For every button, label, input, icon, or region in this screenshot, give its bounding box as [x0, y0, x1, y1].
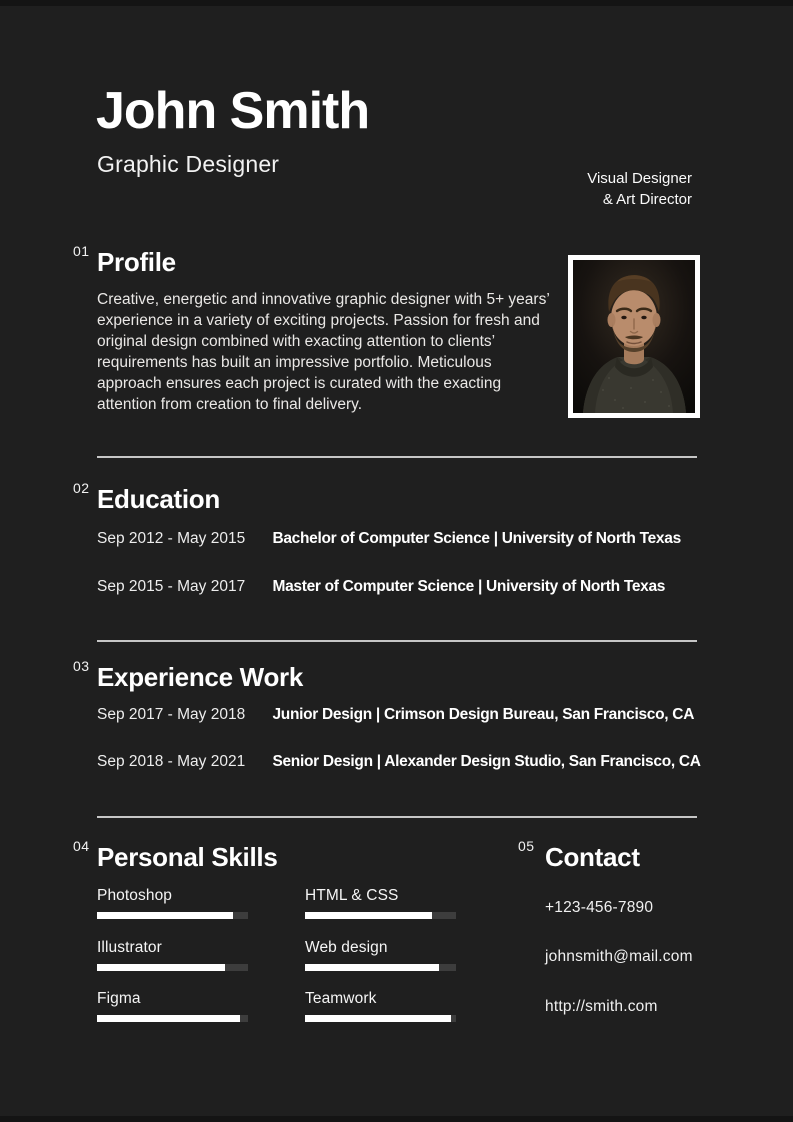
portrait-illustration [573, 260, 695, 413]
skill-bar-track [97, 964, 248, 971]
experience-section-title: Experience Work [97, 662, 304, 692]
skill-label: HTML & CSS [305, 887, 399, 904]
experience-row [97, 706, 694, 724]
education-degree: Bachelor of Computer Science | University of North Texas [272, 530, 681, 547]
experience-position: Senior Design | Alexander Design Studio, San Francisco, CA [272, 753, 701, 770]
contact-section-number: 05 [518, 838, 535, 854]
skill-label: Figma [97, 990, 141, 1007]
profile-summary: Creative, energetic and innovative graphic designer with 5+ years’ experience in a variety of exciting projects. Passion for fresh and original design combined with exacting attention to clients’ requirements has built an impressive portfolio. Meticulous approach ensures each project is curated with the exacting attention from creation to final delivery. [97, 291, 550, 413]
skill-label: Illustrator [97, 939, 162, 956]
tagline [587, 168, 692, 210]
section-divider [97, 640, 697, 642]
skill-bar-fill [305, 912, 432, 919]
skill-item [305, 990, 456, 1022]
skill-label: Photoshop [97, 887, 173, 904]
skill-label: Web design [305, 939, 388, 956]
education-row [97, 578, 665, 596]
experience-section-number: 03 [73, 658, 90, 674]
person-role: Graphic Designer [97, 151, 280, 177]
skill-item [305, 887, 456, 919]
education-dates: Sep 2012 - May 2015 [97, 530, 246, 547]
education-row [97, 530, 681, 548]
skill-label: Teamwork [305, 990, 377, 1007]
skill-item [97, 887, 248, 919]
bottom-edge-strip [0, 1116, 793, 1122]
experience-position: Junior Design | Crimson Design Bureau, San Francisco, CA [272, 706, 695, 723]
skill-bar-track [305, 964, 456, 971]
skill-item [97, 990, 248, 1022]
education-degree: Master of Computer Science | University of North Texas [272, 578, 666, 595]
profile-section-number: 01 [73, 243, 90, 259]
profile-section-title: Profile [97, 247, 176, 277]
contact-website: http://smith.com [545, 998, 658, 1015]
skill-bar-fill [97, 964, 225, 971]
skill-bar-track [97, 912, 248, 919]
profile-photo [568, 255, 700, 418]
experience-row [97, 753, 701, 771]
section-divider [97, 456, 697, 458]
skill-bar-fill [97, 912, 233, 919]
skill-item [305, 939, 456, 971]
experience-dates: Sep 2017 - May 2018 [97, 706, 246, 723]
skill-bar-track [305, 912, 456, 919]
education-section-title: Education [97, 484, 220, 514]
skill-bar-fill [97, 1015, 240, 1022]
skill-bar-track [97, 1015, 248, 1022]
skill-bar-track [305, 1015, 456, 1022]
contact-email: johnsmith@mail.com [545, 948, 693, 965]
tagline-line2: & Art Director [602, 191, 692, 208]
skills-section-title: Personal Skills [97, 842, 278, 872]
contact-phone: +123-456-7890 [545, 899, 654, 916]
skill-item [97, 939, 248, 971]
education-section-number: 02 [73, 480, 90, 496]
education-dates: Sep 2015 - May 2017 [97, 578, 246, 595]
section-divider [97, 816, 697, 818]
skill-bar-fill [305, 964, 439, 971]
tagline-line1: Visual Designer [587, 170, 692, 187]
contact-section-title: Contact [545, 842, 640, 872]
skill-bar-fill [305, 1015, 451, 1022]
skills-section-number: 04 [73, 838, 90, 854]
top-edge-strip [0, 0, 793, 6]
experience-dates: Sep 2018 - May 2021 [97, 753, 246, 770]
person-name: John Smith [96, 82, 370, 140]
